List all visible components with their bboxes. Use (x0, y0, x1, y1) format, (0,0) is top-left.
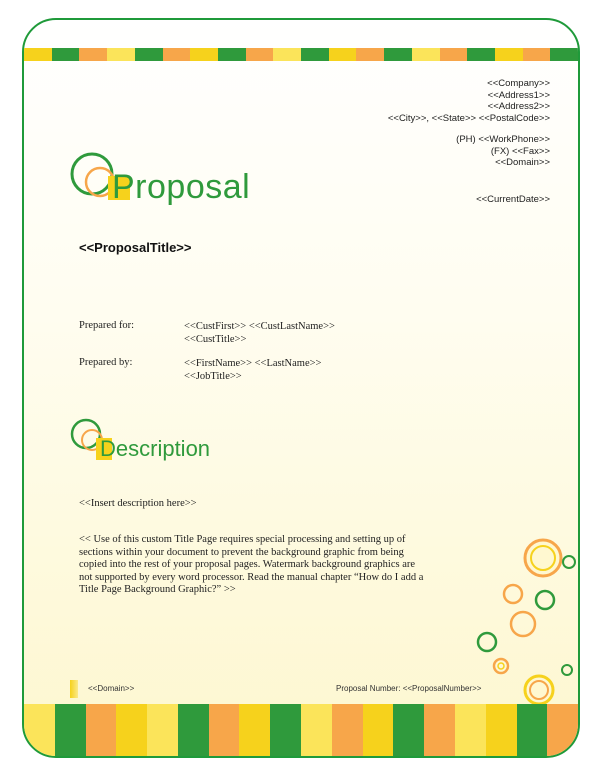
page-title: Proposal (112, 168, 251, 206)
footer-domain: <<Domain>> (88, 684, 135, 693)
bottom-stripe (24, 704, 578, 756)
company-field: <<Company>> (487, 78, 550, 89)
prepared-for-label: Prepared for: (79, 320, 135, 331)
author-title-field: <<JobTitle>> (184, 371, 242, 382)
customer-title-field: <<CustTitle>> (184, 334, 247, 345)
author-name-field: <<FirstName>> <<LastName>> (184, 358, 322, 369)
footer-mark (70, 680, 78, 698)
address-block (388, 78, 550, 169)
document-page (22, 18, 580, 758)
fax-field: (FX) <<Fax>> (490, 145, 550, 157)
proposal-title-field: <<ProposalTitle>> (79, 240, 192, 255)
top-stripe (24, 48, 578, 61)
phone-field: (PH) <<WorkPhone>> (456, 134, 550, 145)
city-state-postal-field: <<City>>, <<State>> <<PostalCode>> (387, 112, 550, 124)
instructions-paragraph: << Use of this custom Title Page requires special processing and setting up of sections within your document to prevent the background graphic from being copied into the rest of your proposal pages. Watermark background graphics are not supported by every word processor. Read the manual chapter “How do I add a Title Page Background Graphic?” >> (79, 534, 424, 595)
description-placeholder: <<Insert description here>> (79, 498, 197, 509)
address1-field: <<Address1>> (487, 89, 550, 101)
prepared-by-label: Prepared by: (79, 357, 133, 368)
description-heading: Description (100, 436, 211, 461)
domain-field: <<Domain>> (495, 157, 550, 168)
bubble-circles-icon (449, 520, 579, 710)
proposal-number-field: Proposal Number: <<ProposalNumber>> (336, 684, 482, 693)
address2-field: <<Address2>> (487, 101, 550, 112)
customer-name-field: <<CustFirst>> <<CustLastName>> (184, 321, 335, 332)
current-date-field: <<CurrentDate>> (476, 194, 550, 205)
